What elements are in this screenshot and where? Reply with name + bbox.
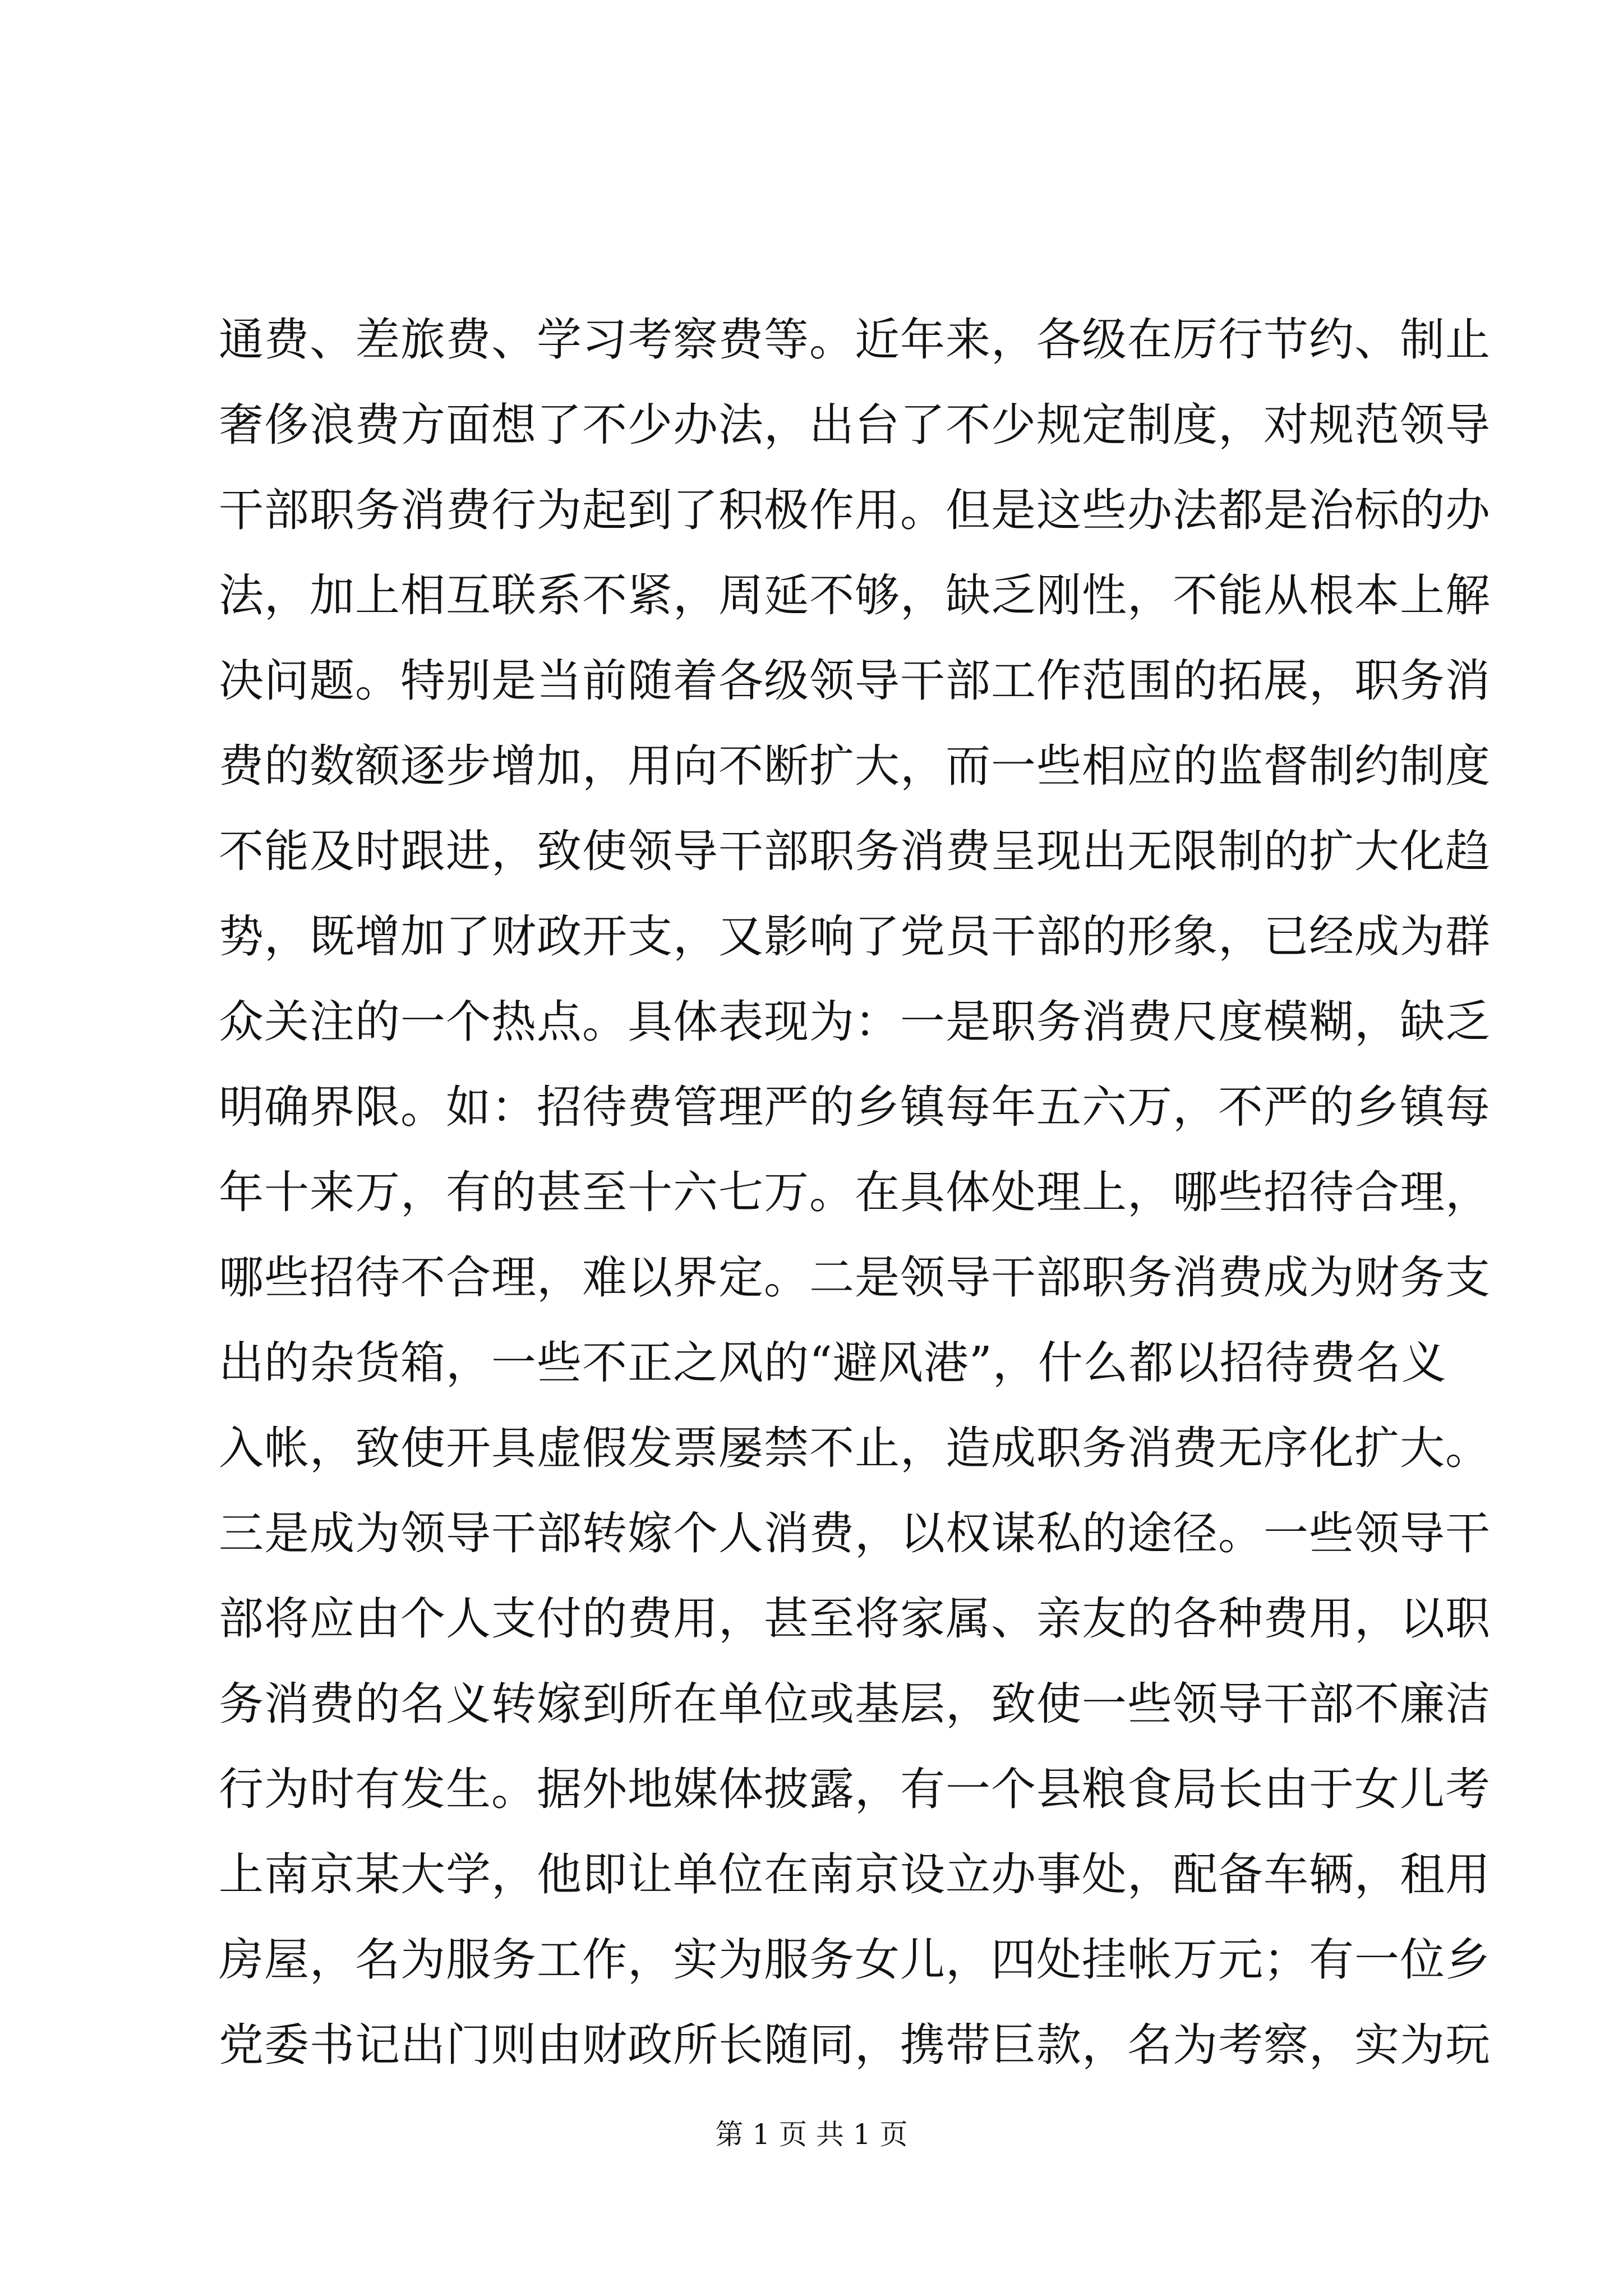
text-line: 党委书记出门则由财政所长随同，携带巨款，名为考察，实为玩: [219, 2019, 1491, 2071]
body-paragraph: [219, 297, 1491, 2088]
text-line: 决问题。特别是当前随着各级领导干部工作范围的拓展，职务消: [219, 655, 1491, 707]
text-line: 势，既增加了财政开支，又影响了党员干部的形象，已经成为群: [219, 910, 1491, 963]
text-line: 哪些招待不合理，难以界定。二是领导干部职务消费成为财务支: [219, 1251, 1491, 1304]
text-line: 法，加上相互联系不紧，周延不够，缺乏刚性，不能从根本上解: [219, 569, 1491, 622]
text-line: 众关注的一个热点。具体表现为：一是职务消费尺度模糊，缺乏: [219, 996, 1491, 1048]
text-line: 务消费的名义转嫁到所在单位或基层，致使一些领导干部不廉洁: [219, 1678, 1491, 1730]
text-line: 出的杂货箱，一些不正之风的“避风港”，什么都以招待费名义: [219, 1337, 1447, 1389]
text-line: 房屋，名为服务工作，实为服务女儿，四处挂帐万元；有一位乡: [219, 1934, 1491, 1986]
text-line: 费的数额逐步增加，用向不断扩大，而一些相应的监督制约制度: [219, 740, 1491, 792]
text-line: 行为时有发生。据外地媒体披露，有一个县粮食局长由于女儿考: [219, 1763, 1491, 1815]
text-line: 不能及时跟进，致使领导干部职务消费呈现出无限制的扩大化趋: [219, 825, 1491, 877]
text-line: 年十来万，有的甚至十六七万。在具体处理上，哪些招待合理，: [219, 1166, 1491, 1218]
page-footer: 第 1 页 共 1 页: [715, 2118, 908, 2151]
text-line: 奢侈浪费方面想了不少办法，出台了不少规定制度，对规范领导: [219, 399, 1491, 451]
text-line: 干部职务消费行为起到了积极作用。但是这些办法都是治标的办: [219, 484, 1491, 536]
text-line: 入帐，致使开具虚假发票屡禁不止，造成职务消费无序化扩大。: [219, 1422, 1491, 1474]
text-line: 通费、差旅费、学习考察费等。近年来，各级在厉行节约、制止: [219, 314, 1491, 366]
text-line: 三是成为领导干部转嫁个人消费，以权谋私的途径。一些领导干: [219, 1507, 1491, 1559]
text-line: 上南京某大学，他即让单位在南京设立办事处，配备车辆，租用: [219, 1848, 1491, 1901]
text-line: 明确界限。如：招待费管理严的乡镇每年五六万，不严的乡镇每: [219, 1081, 1491, 1133]
text-line: 部将应由个人支付的费用，甚至将家属、亲友的各种费用，以职: [219, 1593, 1491, 1645]
